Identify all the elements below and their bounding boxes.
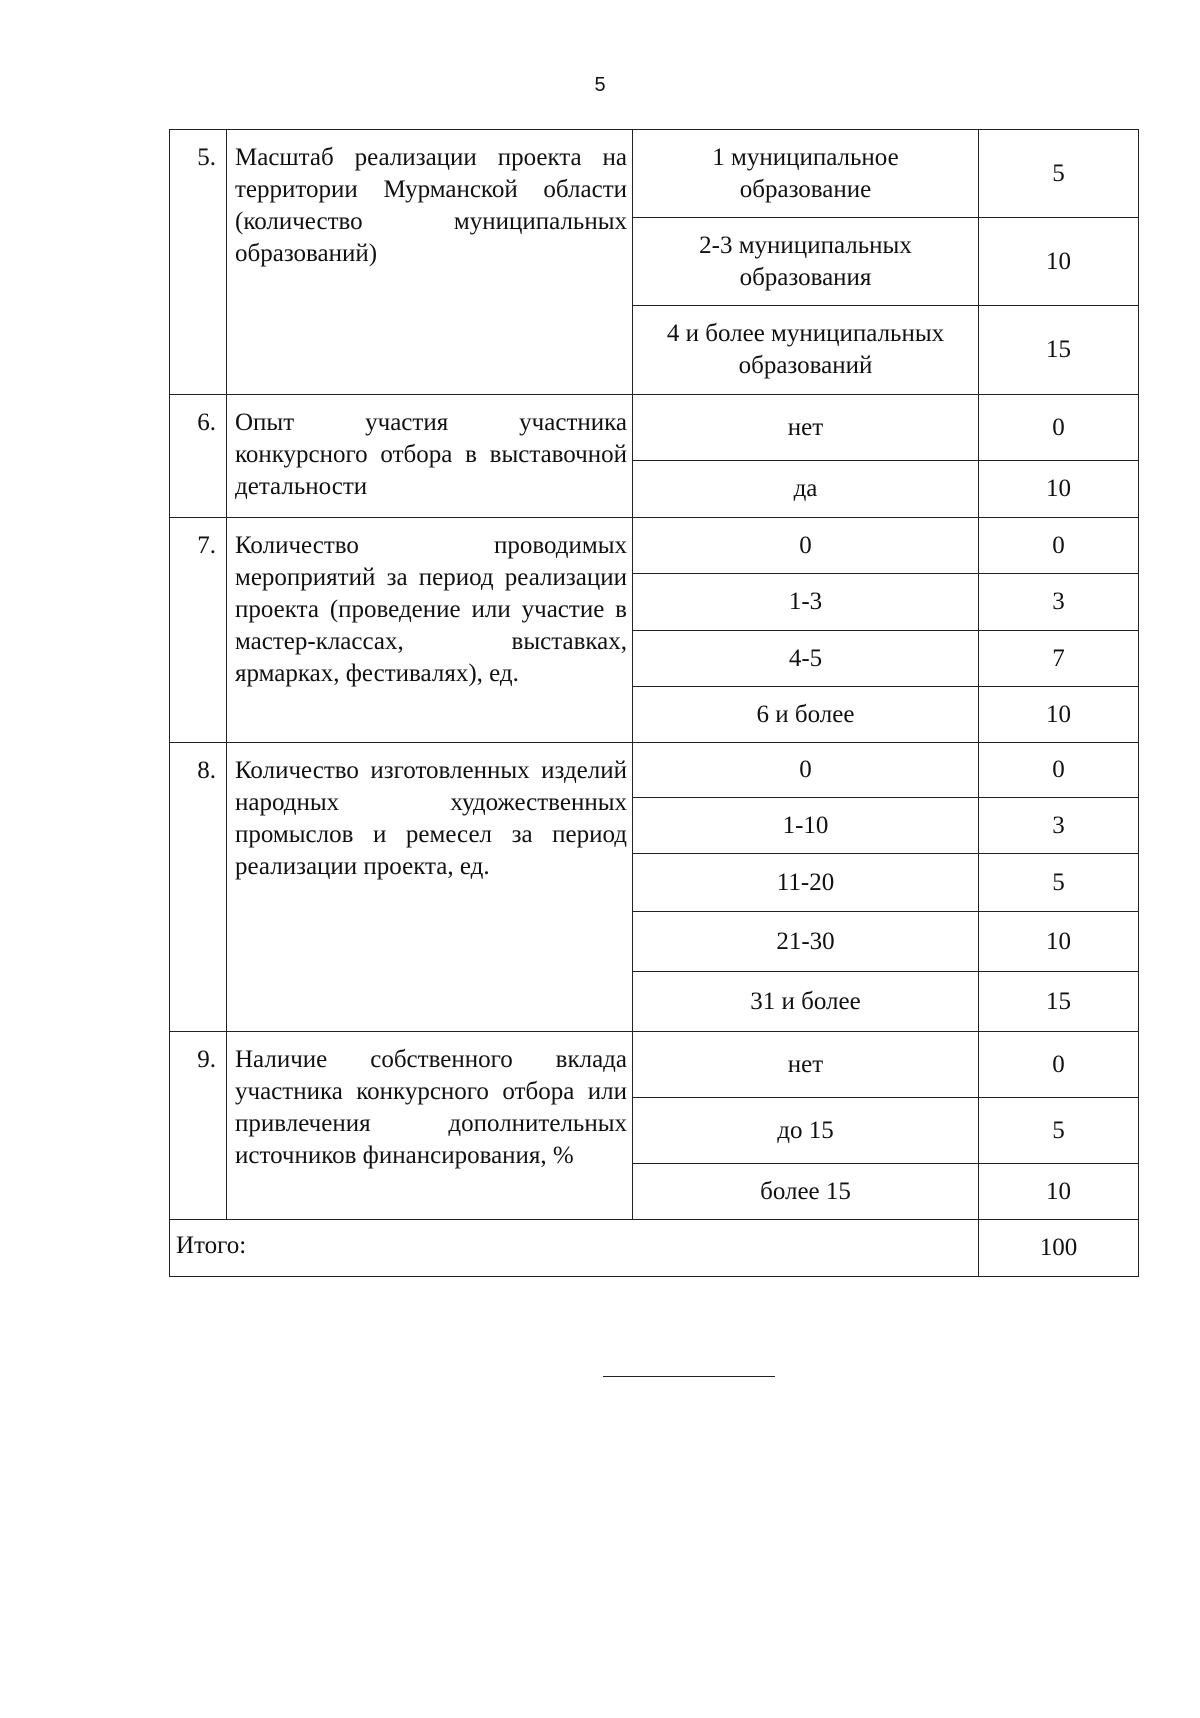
- criterion-text: Опыт участия участника конкурсного отбора в выставочной детальности: [227, 395, 633, 518]
- criterion-value: [633, 306, 979, 395]
- criterion-points: 10: [979, 912, 1139, 972]
- criterion-points: 15: [979, 972, 1139, 1032]
- criterion-value: 21-30: [633, 912, 979, 972]
- criterion-text: Количество изготовленных изделий народных художественных промыслов и ремесел за период реализации проекта, ед.: [227, 743, 633, 1032]
- criterion-points: 0: [979, 743, 1139, 798]
- criterion-text: Масштаб реализации проекта на территории Мурманской области (количество муниципальных образований): [227, 130, 633, 395]
- value-line: 4 и более муниципальных: [666, 320, 945, 347]
- criterion-number: 7.: [170, 518, 227, 743]
- value-line: 1 муниципальное: [712, 143, 899, 171]
- criterion-value: 31 и более: [633, 972, 979, 1032]
- criterion-value: 1-3: [633, 574, 979, 631]
- criterion-value: [633, 130, 979, 218]
- table-row: [170, 395, 1139, 461]
- criterion-value: да: [633, 461, 979, 518]
- criterion-value: 1-10: [633, 798, 979, 854]
- table-row: [170, 518, 1139, 574]
- total-label: Итого:: [170, 1220, 979, 1277]
- total-row: [170, 1220, 1139, 1277]
- criterion-number: 5.: [170, 130, 227, 395]
- criterion-points: 10: [979, 687, 1139, 743]
- criterion-value: 11-20: [633, 854, 979, 912]
- criterion-points: 10: [979, 1164, 1139, 1220]
- value-line: 2-3 муниципальных: [699, 231, 912, 259]
- criterion-points: 0: [979, 1032, 1139, 1098]
- criterion-text: Наличие собственного вклада участника конкурсного отбора или привлечения дополнительных источников финансирования, %: [227, 1032, 633, 1220]
- criterion-points: 10: [979, 218, 1139, 306]
- criterion-value: нет: [633, 395, 979, 461]
- criterion-points: 5: [979, 854, 1139, 912]
- criterion-points: 5: [979, 1098, 1139, 1164]
- criterion-points: 15: [979, 306, 1139, 395]
- table-row: [170, 130, 1139, 218]
- criteria-table: [169, 129, 1139, 1277]
- criterion-points: 0: [979, 395, 1139, 461]
- page-number: 5: [594, 74, 606, 96]
- total-points: 100: [979, 1220, 1139, 1277]
- criterion-number: 9.: [170, 1032, 227, 1220]
- table-row: [170, 1032, 1139, 1098]
- closing-line: [603, 1376, 775, 1377]
- criterion-points: 5: [979, 130, 1139, 218]
- criterion-value: [633, 218, 979, 306]
- table-row: [170, 743, 1139, 798]
- criterion-points: 3: [979, 574, 1139, 631]
- criterion-value: нет: [633, 1032, 979, 1098]
- criterion-value: более 15: [633, 1164, 979, 1220]
- criterion-value: 0: [633, 743, 979, 798]
- criterion-number: 6.: [170, 395, 227, 518]
- value-line: образование: [739, 175, 872, 203]
- value-line: образований: [738, 352, 873, 379]
- criterion-value: до 15: [633, 1098, 979, 1164]
- criterion-value: 6 и более: [633, 687, 979, 743]
- criterion-text: Количество проводимых мероприятий за период реализации проекта (проведение или участие в мастер-классах, выставках, ярмарках, фестивалях), ед.: [227, 518, 633, 743]
- criterion-value: 0: [633, 518, 979, 574]
- criterion-points: 3: [979, 798, 1139, 854]
- criterion-points: 0: [979, 518, 1139, 574]
- criterion-points: 10: [979, 461, 1139, 518]
- criterion-points: 7: [979, 631, 1139, 687]
- criterion-number: 8.: [170, 743, 227, 1032]
- value-line: образования: [739, 263, 872, 291]
- criterion-value: 4-5: [633, 631, 979, 687]
